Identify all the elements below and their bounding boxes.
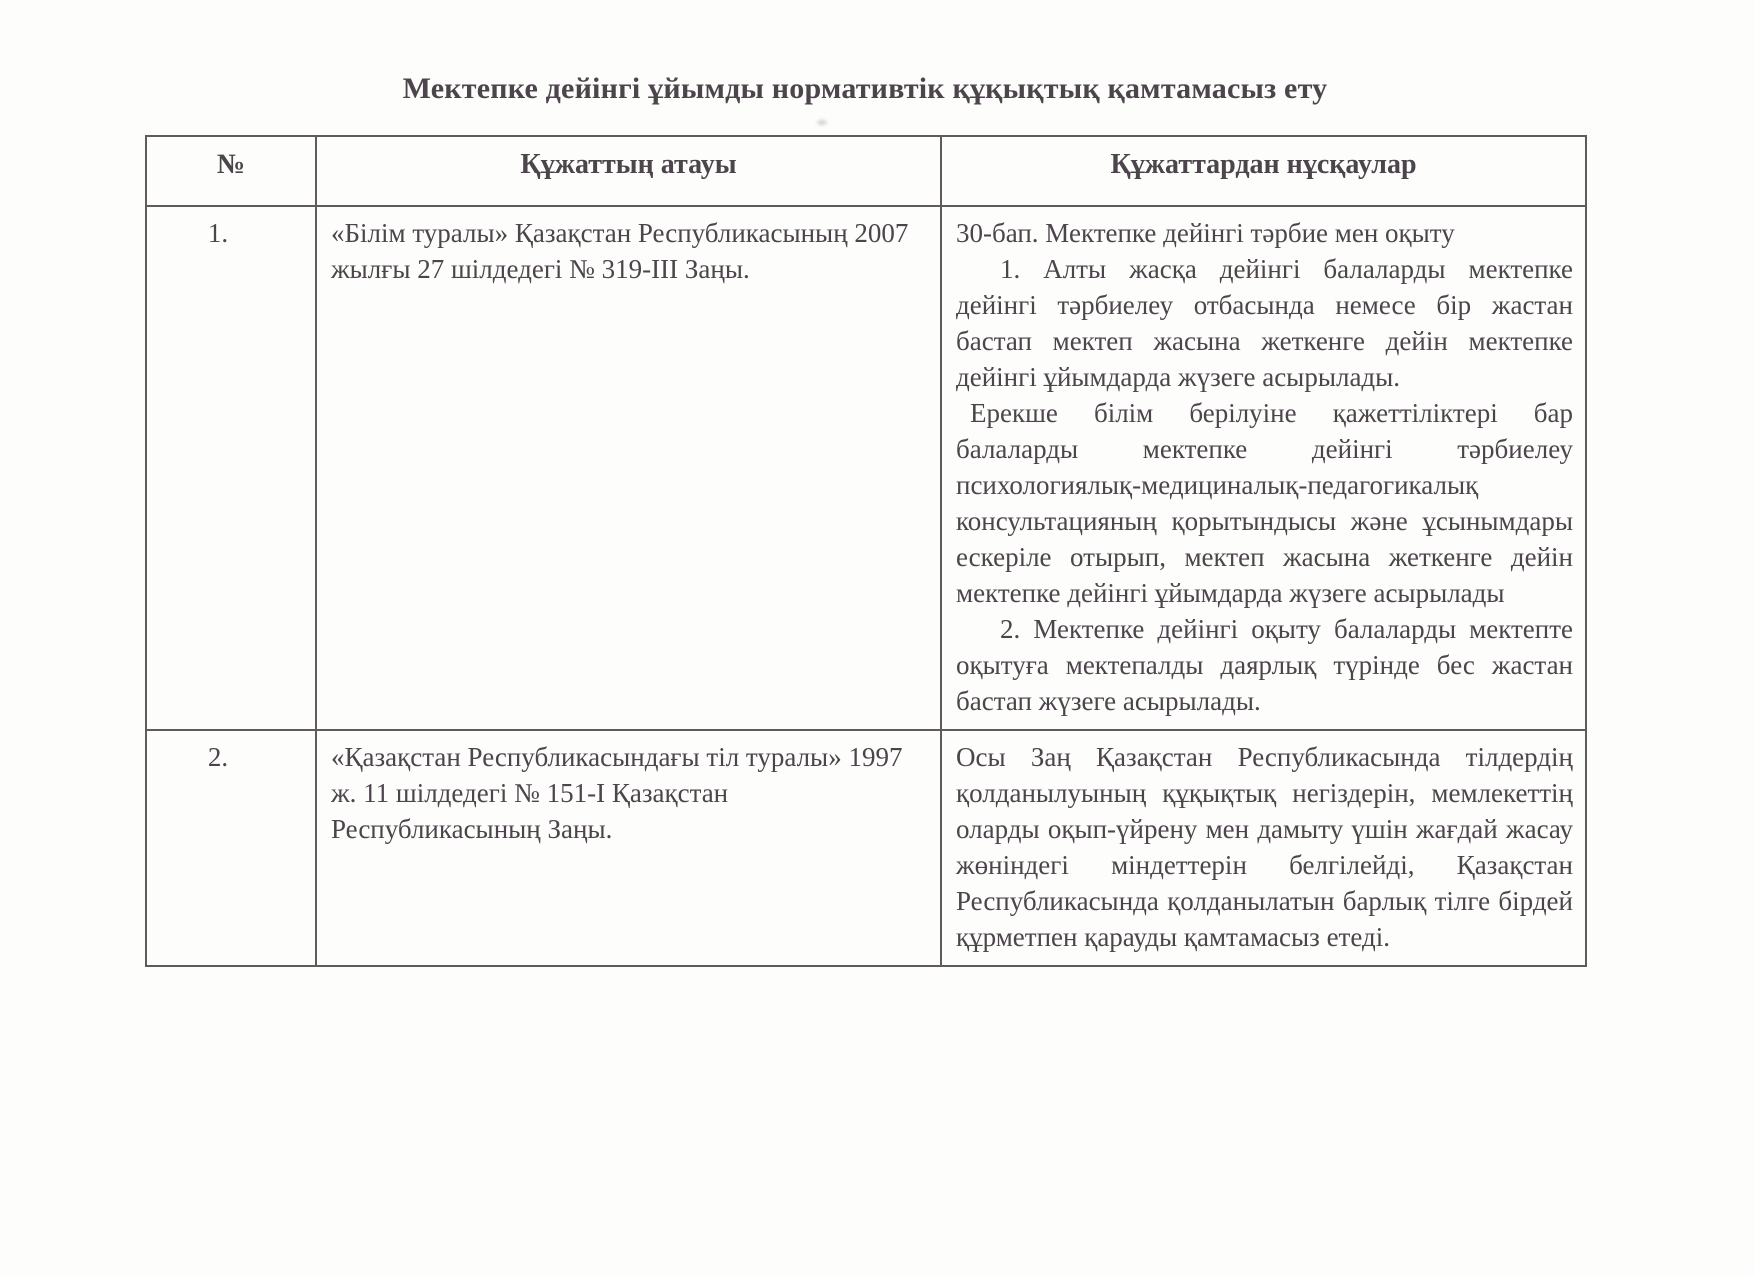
document-title: Мектепке дейінгі ұйымды нормативтік құқықтық қамтамасыз ету	[402, 72, 1328, 105]
instruction-paragraph: 1. Алты жасқа дейінгі балаларды мектепке дейінгі тәрбиелеу отбасында немесе бір жастан бастап мектеп жасына жеткенге дейін мектепке дейінгі ұйымдарда жүзеге асырылады.	[956, 254, 1573, 392]
documents-table	[145, 135, 1587, 967]
table-row	[146, 730, 1586, 966]
instructions-cell	[941, 730, 1586, 966]
instruction-paragraph: Ерекше білім берілуіне қажеттіліктері бар балаларды мектепке дейінгі тәрбиелеу психологиялық-медициналық-педагогикалық консультацияның қорытындысы және ұсынымдары ескеріле отырып, мектеп жасына жеткенге дейін мектепке дейінгі ұйымдарда жүзеге асырылады	[956, 398, 1573, 608]
row-number: 2.	[146, 730, 316, 966]
instruction-paragraph: Осы Заң Қазақстан Республикасында тілдердің қолданылуының құқықтық негіздерін, мемлекеттің оларды оқып-үйрену мен дамыту үшін жағдай жасау жөніндегі міндеттерін белгілейді, Қазақстан Республикасында қолданылатын барлық тілге бірдей құрметпен қарауды қамтамасыз етеді.	[956, 742, 1573, 952]
document-name-cell: «Білім туралы» Қазақстан Республикасының 2007 жылғы 27 шілдедегі № 319-III Заңы.	[316, 206, 941, 730]
instructions-cell	[941, 206, 1586, 730]
col-header-number: №	[146, 136, 316, 206]
table-row	[146, 206, 1586, 730]
scan-artifact	[815, 118, 829, 127]
row-number: 1.	[146, 206, 316, 730]
document-name-cell: «Қазақстан Республикасындағы тіл туралы» 1997 ж. 11 шілдедегі № 151-I Қазақстан Республикасының Заңы.	[316, 730, 941, 966]
col-header-document-name: Құжаттың атауы	[316, 136, 941, 206]
instruction-paragraph: 30-бап. Мектепке дейінгі тәрбие мен оқыту	[956, 218, 1455, 248]
instruction-paragraph: 2. Мектепке дейінгі оқыту балаларды мектепте оқытуға мектепалды даярлық түрінде бес жастан бастап жүзеге асырылады.	[956, 614, 1573, 716]
col-header-instructions: Құжаттардан нұсқаулар	[941, 136, 1586, 206]
table-header-row	[146, 136, 1586, 206]
